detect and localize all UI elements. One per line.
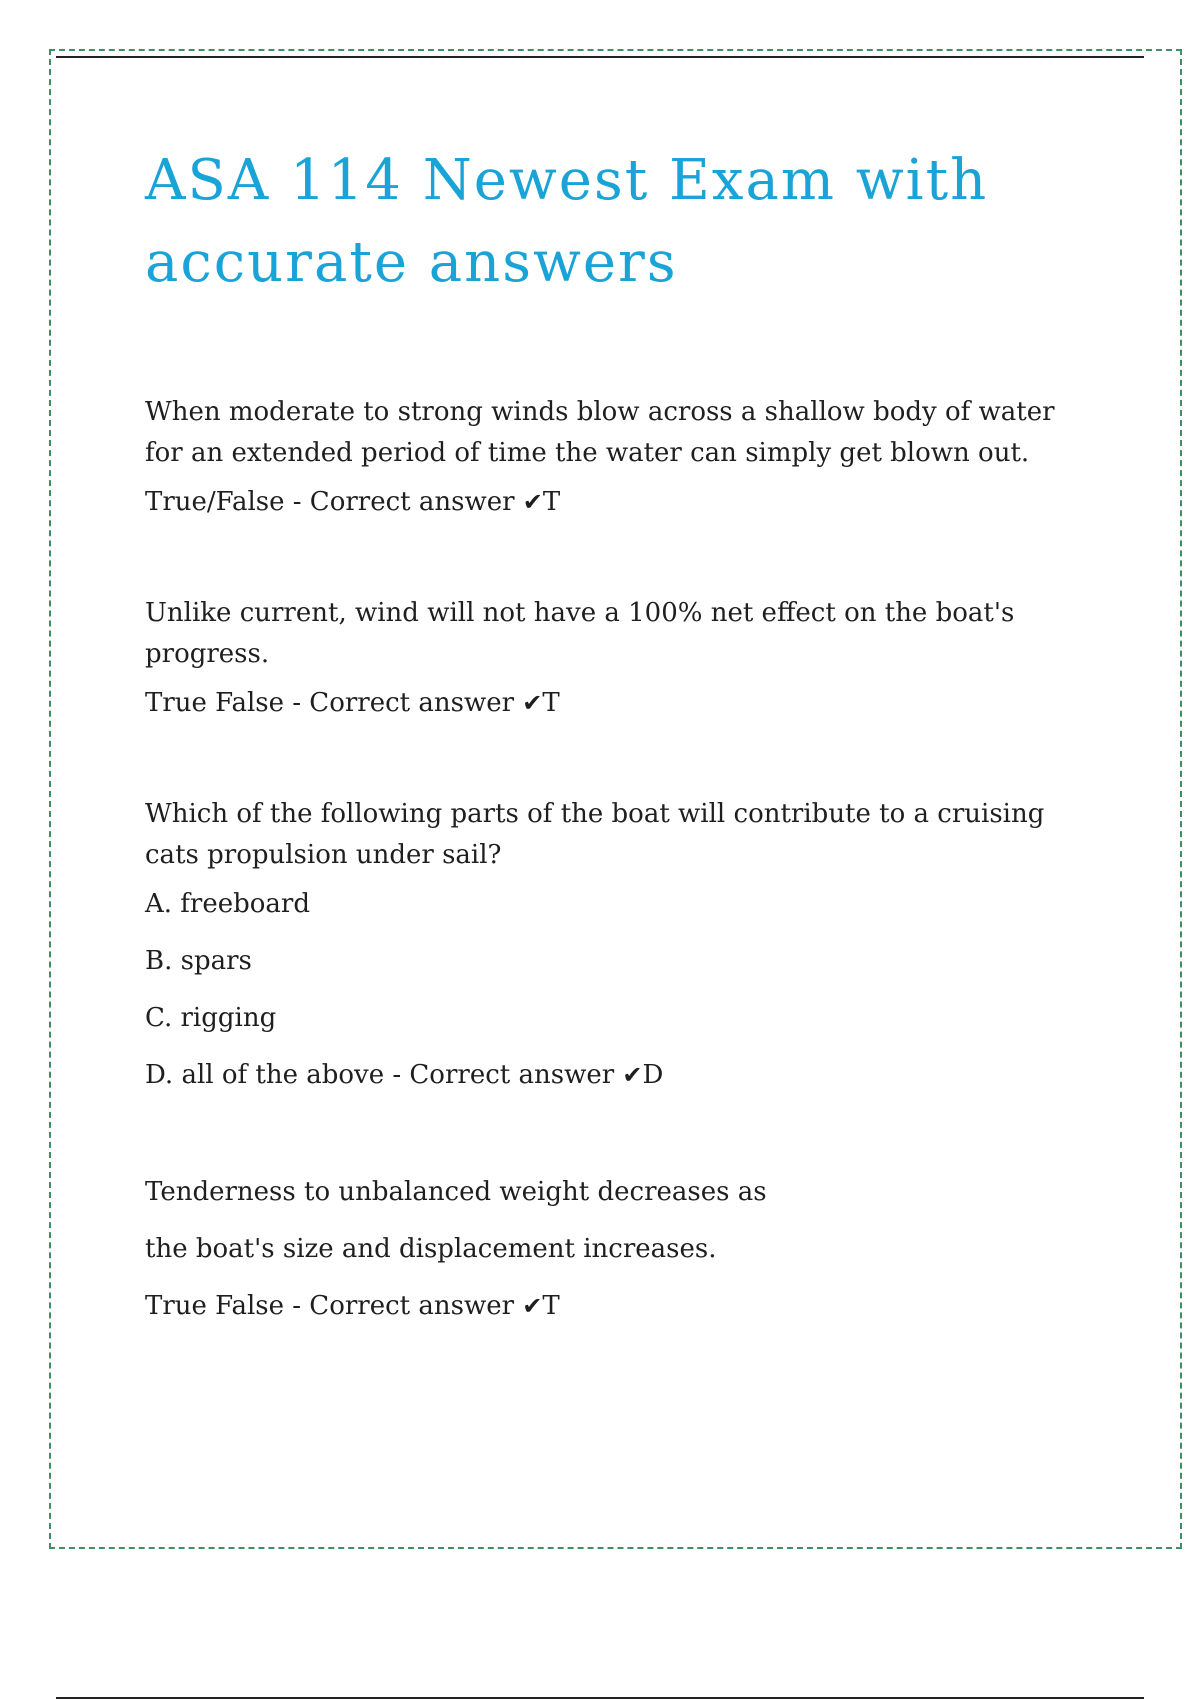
question-4 xyxy=(145,1164,1095,1335)
answer-prefix: D. all of the above - Correct answer xyxy=(145,1060,623,1090)
answer-line xyxy=(145,474,1095,531)
checkmark-icon: ✔ xyxy=(522,488,543,516)
title-line-2: accurate answers xyxy=(145,230,678,295)
correct-answer: T xyxy=(542,688,560,718)
questions-list xyxy=(145,392,1095,1335)
question-text-line-2: the boat's size and displacement increases. xyxy=(145,1234,717,1264)
question-text: Unlike current, wind will not have a 100% net effect on the boat's progress. xyxy=(145,598,1015,669)
question-text: When moderate to strong winds blow across a shallow body of water for an extended period of time the water can simply get blown out. xyxy=(145,397,1055,468)
top-rule xyxy=(56,56,1144,58)
question-text-line-1: Tenderness to unbalanced weight decreases as xyxy=(145,1177,767,1207)
checkmark-icon: ✔ xyxy=(522,1292,543,1320)
bottom-rule xyxy=(56,1697,1144,1699)
answer-line xyxy=(145,1278,1095,1335)
correct-answer: T xyxy=(542,487,561,517)
document-title xyxy=(145,140,1045,304)
correct-answer: D xyxy=(642,1060,664,1090)
question-2 xyxy=(145,593,1095,732)
answer-prefix: True/False - Correct answer xyxy=(145,487,523,517)
checkmark-icon: ✔ xyxy=(622,1061,643,1089)
answer-line xyxy=(145,675,1095,732)
question-1 xyxy=(145,392,1095,531)
option-a: A. freeboard xyxy=(145,889,311,919)
answer-line xyxy=(145,1047,1095,1104)
correct-answer: T xyxy=(542,1291,560,1321)
checkmark-icon: ✔ xyxy=(522,689,543,717)
question-text: Which of the following parts of the boat will contribute to a cruising cats propulsion under sail? xyxy=(145,799,1045,870)
answer-prefix: True False - Correct answer xyxy=(145,688,523,718)
option-b: B. spars xyxy=(145,946,252,976)
title-line-1: ASA 114 Newest Exam with xyxy=(145,148,989,213)
question-3 xyxy=(145,794,1095,1104)
answer-prefix: True False - Correct answer xyxy=(145,1291,523,1321)
option-c: C. rigging xyxy=(145,1003,277,1033)
